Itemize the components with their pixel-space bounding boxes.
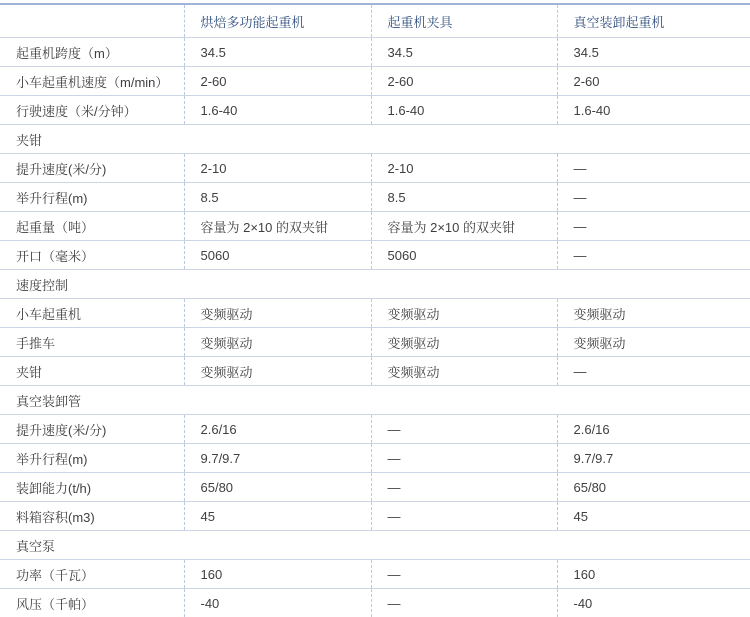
cell-value: 2-60 [371, 67, 557, 96]
cell-value: 160 [184, 560, 371, 589]
row-label: 举升行程(m) [0, 183, 184, 212]
row-label: 小车起重机 [0, 299, 184, 328]
section-label: 夹钳 [0, 125, 750, 154]
cell-value: 变频驱动 [184, 357, 371, 386]
cell-value: — [371, 502, 557, 531]
row-label: 夹钳 [0, 357, 184, 386]
header-cell-column-3: 真空装卸起重机 [557, 4, 750, 38]
cell-value: 变频驱动 [371, 328, 557, 357]
row-label: 小车起重机速度（m/min） [0, 67, 184, 96]
cell-value: 变频驱动 [371, 299, 557, 328]
header-cell-column-1: 烘焙多功能起重机 [184, 4, 371, 38]
header-cell-empty [0, 4, 184, 38]
section-row [0, 270, 750, 299]
table-row [0, 444, 750, 473]
cell-value: 9.7/9.7 [557, 444, 750, 473]
cell-value: — [371, 560, 557, 589]
row-label: 行驶速度（米/分钟） [0, 96, 184, 125]
cell-value: 变频驱动 [557, 299, 750, 328]
cell-value: — [557, 154, 750, 183]
row-label: 开口（毫米） [0, 241, 184, 270]
table-row [0, 183, 750, 212]
section-label: 速度控制 [0, 270, 750, 299]
cell-value: 变频驱动 [557, 328, 750, 357]
table-row [0, 299, 750, 328]
table-row [0, 212, 750, 241]
row-label: 料箱容积(m3) [0, 502, 184, 531]
cell-value: — [557, 357, 750, 386]
spec-table-header [0, 4, 750, 38]
row-label: 提升速度(米/分) [0, 415, 184, 444]
cell-value: 34.5 [184, 38, 371, 67]
table-row [0, 473, 750, 502]
row-label: 装卸能力(t/h) [0, 473, 184, 502]
cell-value: 容量为 2×10 的双夹钳 [371, 212, 557, 241]
table-row [0, 96, 750, 125]
cell-value: 65/80 [184, 473, 371, 502]
cell-value: 2.6/16 [557, 415, 750, 444]
cell-value: 变频驱动 [184, 299, 371, 328]
section-label: 真空装卸管 [0, 386, 750, 415]
cell-value: 45 [557, 502, 750, 531]
cell-value: 容量为 2×10 的双夹钳 [184, 212, 371, 241]
section-label: 真空泵 [0, 531, 750, 560]
row-label: 起重机跨度（m） [0, 38, 184, 67]
cell-value: 变频驱动 [184, 328, 371, 357]
cell-value: — [557, 241, 750, 270]
table-row [0, 357, 750, 386]
cell-value: — [557, 183, 750, 212]
table-row [0, 560, 750, 589]
row-label: 提升速度(米/分) [0, 154, 184, 183]
section-row [0, 386, 750, 415]
cell-value: 1.6-40 [184, 96, 371, 125]
table-row [0, 328, 750, 357]
cell-value: 160 [557, 560, 750, 589]
table-row [0, 67, 750, 96]
cell-value: 1.6-40 [557, 96, 750, 125]
cell-value: — [371, 589, 557, 617]
table-row [0, 415, 750, 444]
cell-value: 34.5 [371, 38, 557, 67]
cell-value: 2-10 [371, 154, 557, 183]
cell-value: — [371, 415, 557, 444]
section-row [0, 125, 750, 154]
cell-value: — [371, 473, 557, 502]
crane-spec-table [0, 3, 750, 617]
cell-value: 2-60 [184, 67, 371, 96]
cell-value: 8.5 [184, 183, 371, 212]
cell-value: 2-10 [184, 154, 371, 183]
spec-table-body [0, 38, 750, 617]
cell-value: 变频驱动 [371, 357, 557, 386]
table-row [0, 241, 750, 270]
row-label: 举升行程(m) [0, 444, 184, 473]
cell-value: — [371, 444, 557, 473]
cell-value: 5060 [184, 241, 371, 270]
cell-value: 1.6-40 [371, 96, 557, 125]
cell-value: 45 [184, 502, 371, 531]
table-row [0, 154, 750, 183]
table-row [0, 589, 750, 617]
table-row [0, 38, 750, 67]
cell-value: 9.7/9.7 [184, 444, 371, 473]
cell-value: — [557, 212, 750, 241]
cell-value: 8.5 [371, 183, 557, 212]
header-row [0, 4, 750, 38]
cell-value: 5060 [371, 241, 557, 270]
cell-value: 2.6/16 [184, 415, 371, 444]
header-cell-column-2: 起重机夹具 [371, 4, 557, 38]
cell-value: -40 [557, 589, 750, 617]
row-label: 功率（千瓦） [0, 560, 184, 589]
row-label: 手推车 [0, 328, 184, 357]
table-row [0, 502, 750, 531]
cell-value: 65/80 [557, 473, 750, 502]
cell-value: 2-60 [557, 67, 750, 96]
section-row [0, 531, 750, 560]
cell-value: -40 [184, 589, 371, 617]
cell-value: 34.5 [557, 38, 750, 67]
row-label: 风压（千帕） [0, 589, 184, 617]
row-label: 起重量（吨） [0, 212, 184, 241]
